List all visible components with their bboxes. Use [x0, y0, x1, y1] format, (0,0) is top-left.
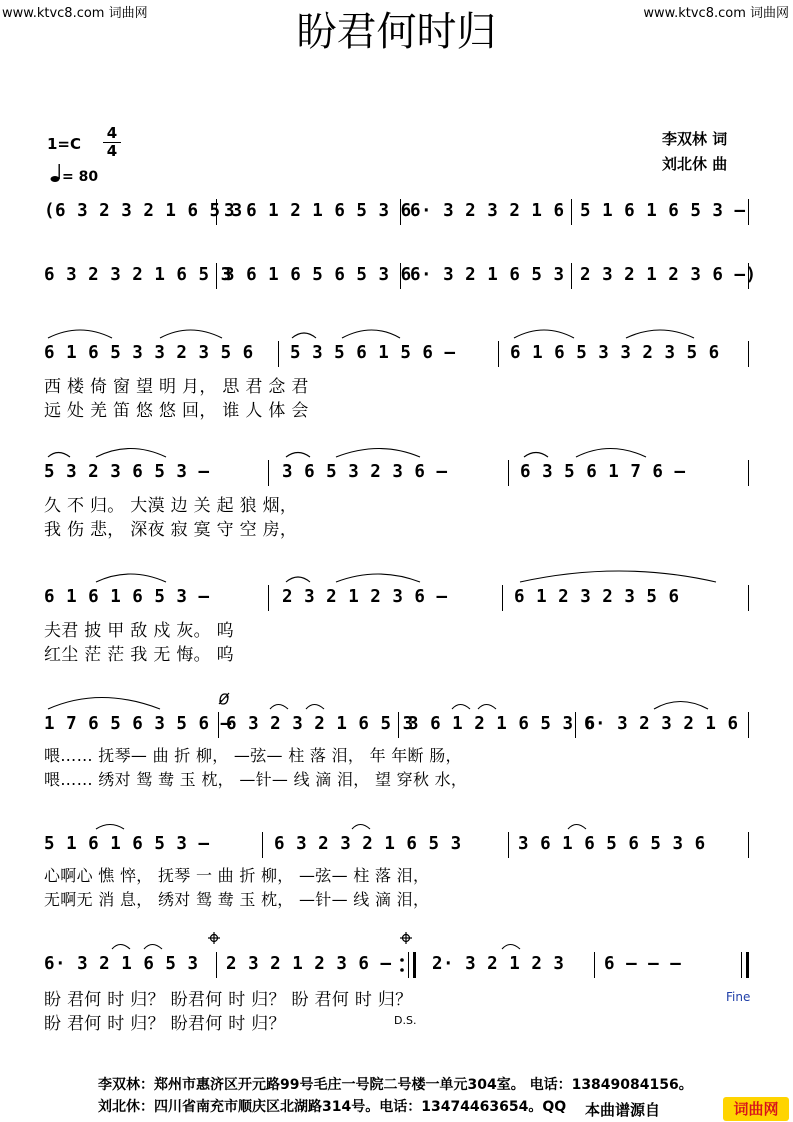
lyric-verse-1: 盼 君何 时 归？ 盼君何 时 归？ 盼 君何 时 归？ — [44, 990, 413, 1010]
measure: 6 3 2 3 2 1 6 5 3 — [226, 714, 414, 734]
measure: 2· 3 2 1 2 3 — [432, 954, 565, 974]
measure: 5 1 6 1 6 5 3 – — [580, 201, 746, 221]
measure: 5 1 6 1 6 5 3 – — [44, 834, 210, 854]
measure: 5 3 2 3 6 5 3 – — [44, 462, 210, 482]
page-title: 盼君何时归 — [296, 9, 497, 55]
repeat-dot — [400, 958, 404, 962]
measure: 3 6 1 2 1 6 5 3 6 — [408, 714, 596, 734]
measure: 2 3 2 1 2 3 6 – — [226, 954, 392, 974]
slur — [96, 825, 124, 830]
ds-mark: D.S. — [394, 1014, 417, 1027]
lyric-verse-1: 西 楼 倚 窗 望 明 月， 思 君 念 君 — [44, 377, 309, 397]
tempo: = 80 — [62, 169, 99, 185]
watermark-left: www.ktvc8.com 词曲网 — [2, 6, 148, 21]
slur — [48, 698, 160, 710]
slur — [286, 453, 310, 458]
measure: 6 1 2 3 2 3 5 6 — [514, 587, 680, 607]
slur — [520, 571, 716, 582]
lyric-verse-1: 喂…… 抚琴— 曲 折 柳， —弦— 柱 落 泪， 年 年断 肠， — [44, 746, 462, 765]
slur — [352, 825, 370, 830]
slur — [524, 453, 548, 458]
measure: 6 1 6 5 3 3 2 3 5 6 — [510, 343, 720, 363]
footer-line-1: 李双林：郑州市惠济区开元路99号毛庄一号院二号楼一单元304室。 电话：13849084156。 — [98, 1077, 693, 1093]
measure: 3 6 5 3 2 3 6 – — [282, 462, 448, 482]
measure: 6· 3 2 1 6 5 3 — [44, 954, 199, 974]
slur — [48, 453, 70, 458]
slur — [336, 574, 420, 582]
measure: 6 – – – — [604, 954, 682, 974]
measure: 6· 3 2 3 2 1 6 — [584, 714, 739, 734]
slur — [654, 702, 708, 710]
measure: (6 3 2 3 2 1 6 5 3 — [44, 201, 243, 221]
measure: 3 6 1 2 1 6 5 3 6 — [224, 201, 412, 221]
time-bottom: 4 — [106, 142, 118, 160]
slur — [144, 945, 162, 950]
repeat-dot — [400, 968, 404, 972]
slur — [96, 449, 166, 458]
coda-icon — [208, 932, 220, 944]
measure: 1 7 6 5 6 3 5 6 – — [44, 714, 232, 734]
measure: 6· 3 2 3 2 1 6 — [410, 201, 565, 221]
measure: 6 3 5 6 1 7 6 – — [520, 462, 686, 482]
lyric-verse-1: 心啊心 憔 悴， 抚琴 一 曲 折 柳， —弦— 柱 落 泪， — [44, 866, 430, 885]
key-signature: 1=C — [47, 135, 82, 153]
slur — [112, 945, 130, 950]
slur — [568, 825, 586, 830]
slur — [292, 333, 316, 338]
lyric-verse-1: 久 不 归。 大漠 边 关 起 狼 烟， — [44, 496, 298, 516]
measure: 3 6 1 6 5 6 5 3 6 — [224, 265, 412, 285]
slur — [502, 945, 520, 950]
slur — [478, 705, 496, 710]
slur — [336, 449, 420, 458]
slur — [270, 705, 288, 710]
slur — [96, 574, 166, 582]
time-top: 4 — [106, 124, 118, 142]
measure: 6 3 2 3 2 1 6 5 3 — [274, 834, 462, 854]
lyric-verse-2: 盼 君何 时 归？ 盼君何 时 归？ — [44, 1014, 286, 1034]
lyric-verse-2: 我 伤 悲， 深夜 寂 寞 守 空 房， — [44, 520, 298, 540]
slur — [306, 705, 324, 710]
composer: 刘北休 曲 — [662, 155, 728, 173]
slur — [48, 330, 112, 338]
site-logo: 词曲网 — [723, 1097, 789, 1121]
lyric-verse-2: 喂…… 绣对 鸳 鸯 玉 枕， —针— 线 滴 泪， 望 穿秋 水， — [44, 770, 468, 789]
measure: 6· 3 2 1 6 5 3 — [410, 265, 565, 285]
slur — [286, 577, 310, 582]
footer-line-2: 刘北休：四川省南充市顺庆区北湖路314号。电话：13474463654。QQ — [98, 1099, 567, 1115]
watermark-right: www.ktvc8.com 词曲网 — [643, 6, 789, 21]
slur — [514, 330, 574, 338]
slur — [452, 705, 470, 710]
measure: 6 1 6 1 6 5 3 – — [44, 587, 210, 607]
slur — [576, 449, 646, 458]
lyric-verse-2: 红尘 茫 茫 我 无 悔。 呜 — [44, 645, 234, 665]
lyric-verse-2: 无啊无 消 息， 绣对 鸳 鸯 玉 枕， —针— 线 滴 泪， — [44, 890, 430, 909]
lyricist: 李双林 词 — [662, 130, 728, 148]
slur — [160, 330, 222, 338]
lyric-verse-2: 远 处 羌 笛 悠 悠 回， 谁 人 体 会 — [44, 401, 309, 421]
source-label: 本曲谱源自 — [585, 1101, 661, 1119]
slur — [342, 330, 400, 338]
measure: 6 3 2 3 2 1 6 5 3 — [44, 265, 232, 285]
measure: 6 1 6 5 3 3 2 3 5 6 — [44, 343, 254, 363]
coda-icon — [400, 932, 412, 944]
measure: 3 6 1 6 5 6 5 3 6 — [518, 834, 706, 854]
measure: 5 3 5 6 1 5 6 – — [290, 343, 456, 363]
measure: 2 3 2 1 2 3 6 –) — [580, 265, 757, 285]
segno-icon — [219, 693, 229, 704]
fine-mark: Fine — [726, 990, 751, 1004]
slur — [626, 330, 694, 338]
lyric-verse-1: 夫君 披 甲 敌 戍 灰。 呜 — [44, 621, 234, 641]
measure: 2 3 2 1 2 3 6 – — [282, 587, 448, 607]
